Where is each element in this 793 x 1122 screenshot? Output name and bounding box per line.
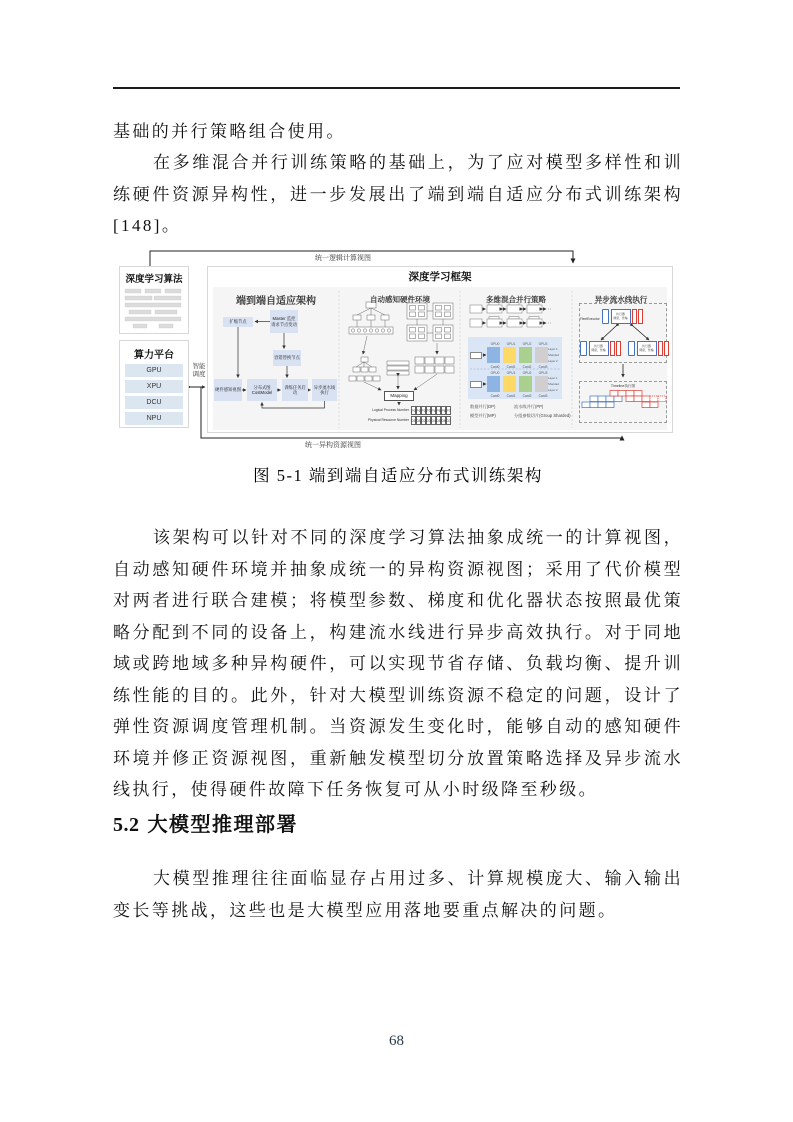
gpu3-label: GPU3 — [538, 341, 548, 346]
side-label-layer1: Layer 1 — [548, 347, 558, 351]
cell-p6: P6 — [441, 406, 447, 415]
executor-label: 执行器 — [616, 312, 625, 317]
timeline-blue-cells — [582, 396, 622, 408]
dp-cell — [487, 376, 500, 392]
side-label-sharded: Sharded — [548, 382, 559, 386]
panel-title-async: 异步流水线执行 — [594, 295, 648, 304]
gpu1-label: GPU1 — [506, 341, 516, 346]
node-scale: 扩缩节点 — [223, 317, 253, 327]
cell-p5: P5 — [436, 406, 442, 415]
deep-learning-algorithm-box — [119, 266, 189, 334]
card2-label: Card2 — [522, 393, 532, 398]
paragraph-intro: 在多维混合并行训练策略的基础上，为了应对模型多样性和训练硬件资源异构性，进一步发展出了端到端自适应分布式训练架构[148]。 — [113, 153, 683, 235]
side-label-sharded: Sharded — [548, 353, 559, 357]
executor-red-block — [632, 309, 637, 324]
node-hardware-view: 硬件感知视图 — [214, 379, 242, 401]
gpu3-label: GPU3 — [538, 370, 548, 375]
executor-sublabel: 调度、传输 — [613, 315, 628, 320]
parallel-cells-row-2 — [487, 376, 551, 392]
legend-mp: 模型并行(MP) — [470, 413, 496, 418]
executor-sublabel: 调度、传输 — [639, 347, 654, 352]
legend-sharded: 分组参数切片(Group Sharded) — [514, 413, 571, 418]
figure-5-1 — [113, 245, 683, 458]
fleet-executor-label: FleetExecutor — [580, 317, 600, 321]
executor-text-box — [637, 341, 657, 356]
section-number: 5.2 — [113, 814, 140, 836]
card0-label: Card0 — [490, 364, 500, 369]
executor-blue-block — [628, 341, 635, 356]
pp-cell — [503, 347, 516, 363]
section-heading — [113, 808, 298, 837]
sharded-cell — [535, 347, 548, 363]
executor-label: 执行器 — [594, 344, 603, 349]
pipeline-input-box-2 — [470, 381, 482, 388]
panel-title-parallel: 多维混合并行策略 — [486, 295, 546, 304]
gpu1-label: GPU1 — [506, 370, 516, 375]
node-async-pipeline: 异步流水线执行 — [312, 379, 337, 401]
side-label-layer2: Layer 2 — [548, 388, 558, 392]
cell-d7: D7 — [446, 416, 452, 425]
executor-red-block — [664, 341, 669, 356]
cell-d3: D3 — [426, 416, 432, 425]
pipeline-input-box-1 — [470, 352, 482, 359]
section-title: 大模型推理部署 — [147, 814, 298, 836]
framework-title: 深度学习框架 — [408, 271, 472, 283]
cell-p4: P4 — [431, 406, 437, 415]
platform-item-dcu: DCU — [125, 396, 183, 409]
parallel-cells-row-1 — [487, 347, 551, 363]
card3-label: Card3 — [538, 364, 548, 369]
platform-box-title: 算力平台 — [134, 350, 174, 361]
executor-label: 执行器 — [642, 344, 651, 349]
legend-pp: 流水线并行(PP) — [514, 404, 544, 409]
gpu2-label: GPU2 — [522, 341, 532, 346]
unified-logical-view-label: 统一逻辑计算视图 — [263, 253, 423, 263]
cell-d1: D1 — [416, 416, 422, 425]
header-rule — [113, 87, 680, 89]
cell-p7: P7 — [446, 406, 452, 415]
card3-label: Card3 — [538, 393, 548, 398]
mp-cell — [519, 347, 532, 363]
algorithm-mini-diagram — [123, 288, 185, 332]
card-labels-row-1 — [487, 365, 551, 369]
side-label-layer2: Layer 2 — [548, 359, 558, 363]
cell-p3: P3 — [426, 406, 432, 415]
executor-group — [602, 309, 643, 324]
panel-title-hardware: 自动感知硬件环境 — [370, 295, 430, 304]
platform-item-xpu: XPU — [125, 380, 183, 393]
gpu0-label: GPU0 — [490, 341, 500, 346]
dp-cell — [487, 347, 500, 363]
executor-group — [580, 341, 621, 356]
card-labels-row-2 — [487, 394, 551, 398]
executor-red-block — [616, 341, 621, 356]
hardware-topology-diagrams — [349, 302, 454, 405]
timeline-label: Timeline执行图 — [610, 384, 636, 388]
page-number: 68 — [389, 1033, 404, 1049]
executor-group — [628, 341, 669, 356]
executor-red-block — [638, 309, 643, 324]
compute-platform-box — [119, 340, 189, 428]
gpu2-label: GPU2 — [522, 370, 532, 375]
mapping-box: Mapping — [384, 391, 414, 401]
cell-d4: D4 — [431, 416, 437, 425]
smart-scheduler-label: 智能调度 — [192, 363, 206, 378]
node-cost-model: 分布式图CostModel — [247, 379, 277, 401]
legend-dp: 数据并行(DP) — [470, 404, 496, 409]
mp-cell — [519, 376, 532, 392]
gpu-labels-row-1 — [487, 342, 551, 346]
card1-label: Card1 — [506, 393, 516, 398]
node-training-launch: 训练任务启动 — [282, 379, 308, 401]
node-fault-replace: 容错替换节点 — [273, 350, 301, 366]
platform-item-gpu: GPU — [125, 364, 183, 377]
sharded-cell — [535, 376, 548, 392]
platform-item-npu: NPU — [125, 412, 183, 425]
executor-sublabel: 调度、传输 — [591, 347, 606, 352]
executor-blue-block — [602, 309, 609, 324]
pp-cell — [503, 376, 516, 392]
cell-d0: D0 — [411, 416, 417, 425]
gpu0-label: GPU0 — [490, 370, 500, 375]
card0-label: Card0 — [490, 393, 500, 398]
cell-p2: P2 — [421, 406, 427, 415]
node-master-monitor: Master 监控请求节点变动 — [270, 310, 298, 333]
executor-red-block — [610, 341, 615, 356]
unified-resource-view-label: 统一异构资源视图 — [253, 440, 413, 450]
card2-label: Card2 — [522, 364, 532, 369]
paragraph-after-figure: 该架构可以针对不同的深度学习算法抽象成统一的计算视图，自动感知硬件环境并抽象成统一的异构资源视图；采用了代价模型对两者进行联合建模；将模型参数、梯度和优化器状态按照最优策略分配到不同的设备上，构建流水线进行异步高效执行。对于同地域或跨地域多种异构硬件，可以实现节省存储、负载均衡、提升训练性能的目的。此外，针对大模型训练资源不稳定的问题，设计了弹性资源调度管理机制。当资源发生变化时，能够自动的感知硬件环境并修正资源视图，重新触发模型切分放置策略选择及异步流水线执行，使得硬件故障下任务恢复可从小时级降至秒级。 — [113, 528, 683, 799]
logical-process-label: Logical Process Number — [372, 408, 409, 412]
panel-title-adaptive: 端到端自适应架构 — [236, 296, 316, 307]
executor-red-block — [658, 341, 663, 356]
gpu-labels-row-2 — [487, 371, 551, 375]
paragraph-section: 大模型推理往往面临显存占用过多、计算规模庞大、输入输出变长等挑战，这些也是大模型应用落地要重点解决的问题。 — [113, 869, 683, 920]
figure-caption: 图 5-1 端到端自适应分布式训练架构 — [253, 466, 543, 485]
cell-d6: D6 — [441, 416, 447, 425]
side-label-layer1: Layer 1 — [548, 376, 558, 380]
cell-d5: D5 — [436, 416, 442, 425]
logical-process-cells — [411, 406, 451, 415]
physical-resource-cells — [411, 416, 451, 425]
cell-d2: D2 — [421, 416, 427, 425]
paragraph-before: 基础的并行策略组合使用。 — [113, 122, 346, 141]
algorithm-box-title: 深度学习算法 — [125, 274, 183, 285]
executor-text-box — [611, 309, 631, 324]
executor-blue-block — [580, 341, 587, 356]
executor-text-box — [589, 341, 609, 356]
card1-label: Card1 — [506, 364, 516, 369]
cell-p0: P0 — [411, 406, 417, 415]
cell-p1: P1 — [416, 406, 422, 415]
physical-resource-label: Physical Resource Number — [367, 418, 409, 422]
